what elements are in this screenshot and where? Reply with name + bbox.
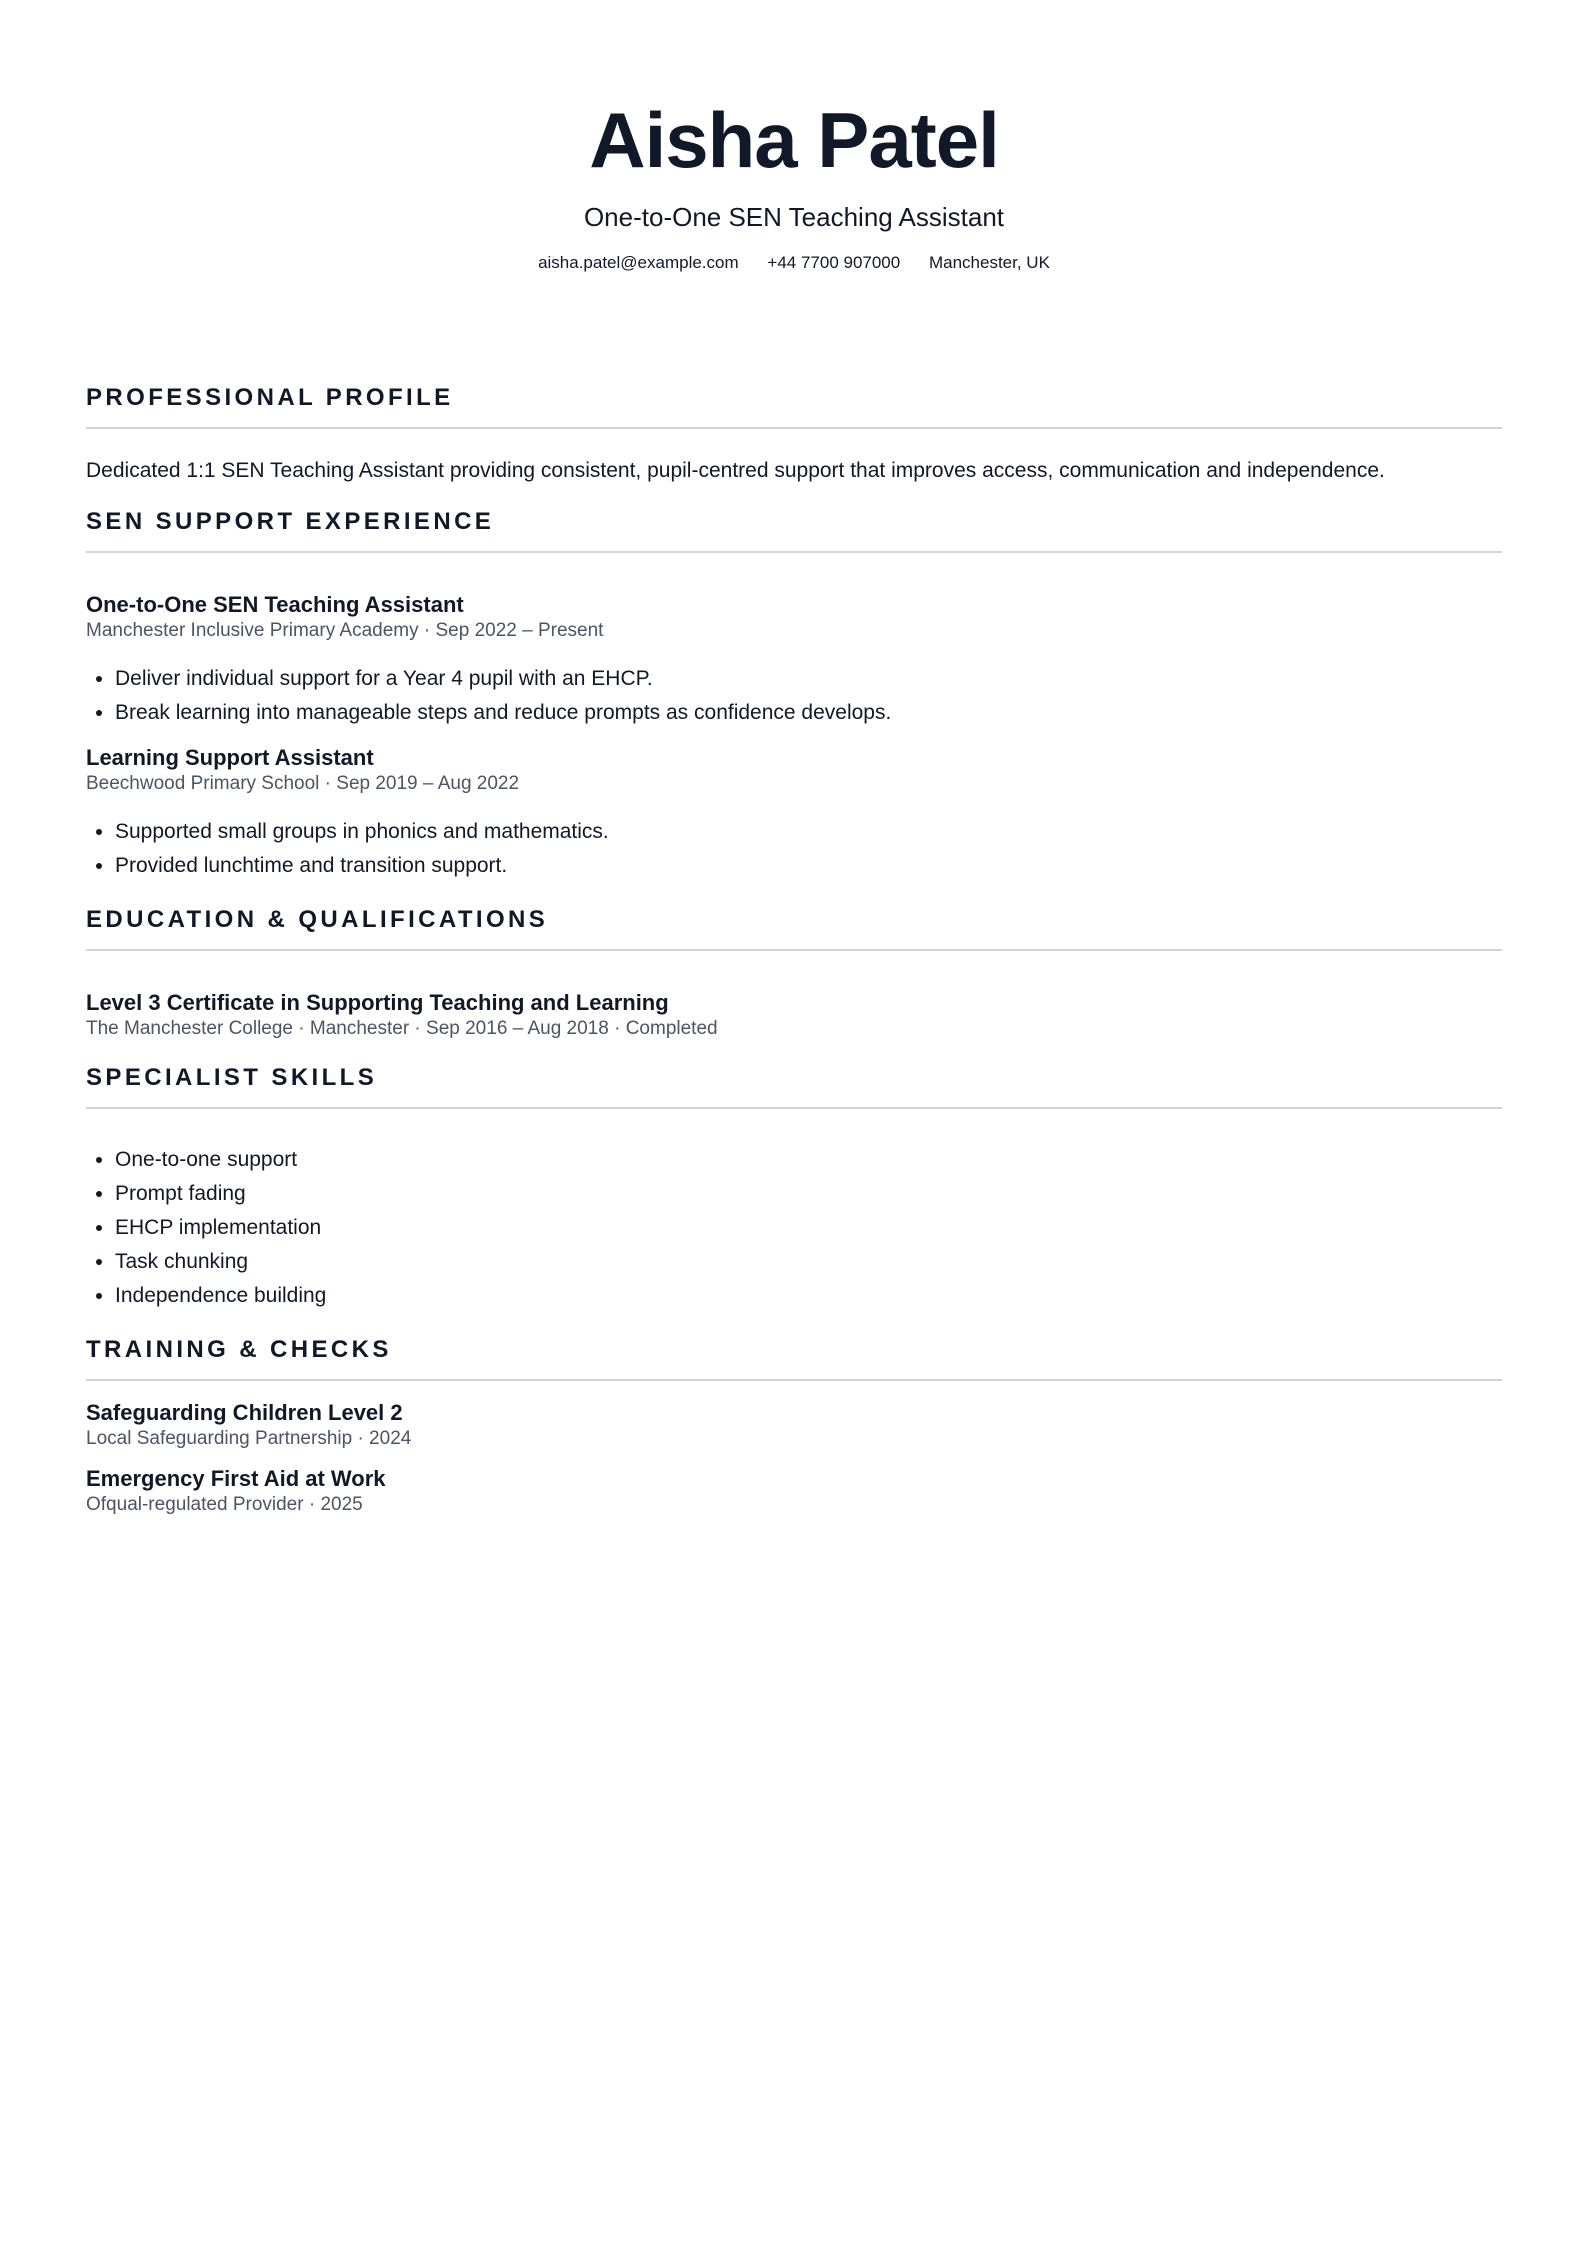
section-title: SPECIALIST SKILLS xyxy=(86,1064,378,1091)
skill-item: • Task chunking xyxy=(115,1245,1502,1279)
contact-email[interactable]: aisha.patel@example.com xyxy=(538,253,739,272)
training-meta: Ofqual-regulated Provider · 2025 xyxy=(86,1494,363,1515)
skill-item: • Prompt fading xyxy=(115,1177,1502,1211)
job-bullet: • Break learning into manageable steps and reduce prompts as confidence develops. xyxy=(115,696,1502,730)
resume-header xyxy=(86,0,1502,275)
section-title: EDUCATION & QUALIFICATIONS xyxy=(86,906,549,933)
section-divider xyxy=(86,1379,1502,1381)
profile-text: Dedicated 1:1 SEN Teaching Assistant providing consistent, pupil-centred support that improves access, communication and independence. xyxy=(86,459,1385,482)
contact-line xyxy=(86,251,1502,275)
section-education xyxy=(86,905,1502,1041)
skill-item: • One-to-one support xyxy=(115,1143,1502,1177)
section-professional-profile xyxy=(86,383,1502,485)
contact-phone[interactable]: +44 7700 907000 xyxy=(767,253,901,272)
job-role: Learning Support Assistant xyxy=(86,745,374,770)
section-divider xyxy=(86,1107,1502,1109)
section-experience xyxy=(86,507,1502,883)
section-divider xyxy=(86,949,1502,951)
job-role: One-to-One SEN Teaching Assistant xyxy=(86,592,464,617)
job-meta: Beechwood Primary School · Sep 2019 – Aug 2022 xyxy=(86,773,520,794)
job-bullet: • Supported small groups in phonics and mathematics. xyxy=(115,815,1502,849)
qualification-name: Level 3 Certificate in Supporting Teaching and Learning xyxy=(86,990,669,1015)
section-divider xyxy=(86,551,1502,553)
section-title: PROFESSIONAL PROFILE xyxy=(86,384,454,411)
candidate-headline: One-to-One SEN Teaching Assistant xyxy=(583,202,1005,232)
skills-list xyxy=(86,1143,1502,1313)
training-meta: Local Safeguarding Partnership · 2024 xyxy=(86,1428,412,1449)
job-bullets xyxy=(86,815,1502,883)
section-title: TRAINING & CHECKS xyxy=(86,1336,392,1363)
job-entry xyxy=(86,744,1502,883)
training-name: Emergency First Aid at Work xyxy=(86,1466,386,1491)
section-skills xyxy=(86,1063,1502,1313)
section-divider xyxy=(86,427,1502,429)
job-meta: Manchester Inclusive Primary Academy · Sep 2022 – Present xyxy=(86,620,604,641)
job-bullet: • Deliver individual support for a Year 4 pupil with an EHCP. xyxy=(115,662,1502,696)
contact-location: Manchester, UK xyxy=(928,253,1050,272)
training-name: Safeguarding Children Level 2 xyxy=(86,1400,403,1425)
skill-item: • Independence building xyxy=(115,1279,1502,1313)
qualification-meta: The Manchester College · Manchester · Sep 2016 – Aug 2018 · Completed xyxy=(86,1018,718,1039)
training-entry xyxy=(86,1465,1502,1517)
section-title: SEN SUPPORT EXPERIENCE xyxy=(86,508,495,535)
job-entry xyxy=(86,591,1502,730)
skill-item: • EHCP implementation xyxy=(115,1211,1502,1245)
job-bullets xyxy=(86,662,1502,730)
job-bullet: • Provided lunchtime and transition support. xyxy=(115,849,1502,883)
training-entry xyxy=(86,1399,1502,1451)
education-entry xyxy=(86,989,1502,1041)
section-training xyxy=(86,1335,1502,1517)
candidate-name: Aisha Patel xyxy=(589,96,999,184)
